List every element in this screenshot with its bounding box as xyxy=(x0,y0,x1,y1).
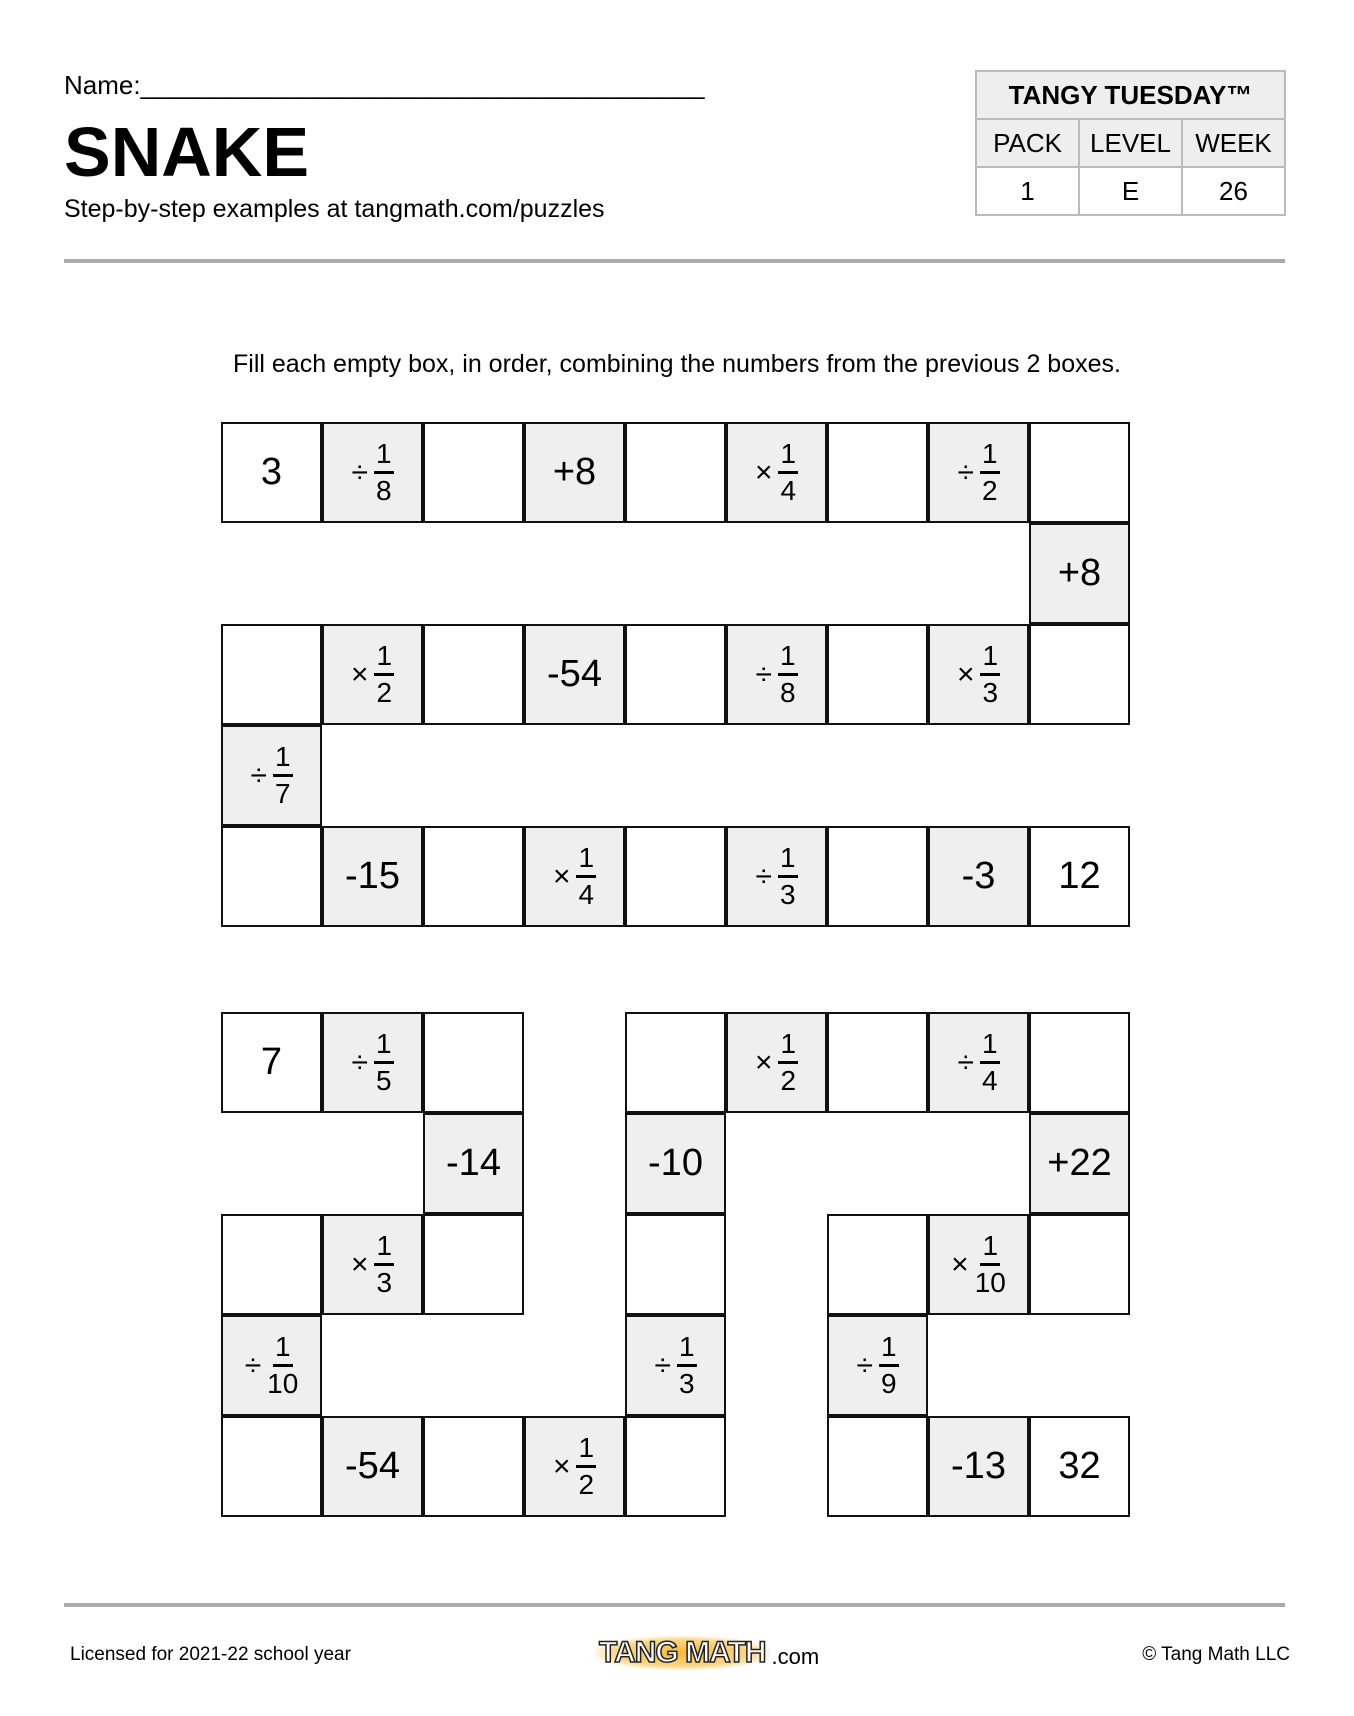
operation-cell xyxy=(827,1315,928,1416)
fraction xyxy=(975,1232,1006,1297)
numerator: 1 xyxy=(576,1434,596,1468)
numerator: 1 xyxy=(980,440,1000,474)
denominator: 3 xyxy=(376,1267,393,1298)
operation-cell xyxy=(726,1012,827,1113)
operation-cell: +8 xyxy=(524,422,625,523)
denominator: 2 xyxy=(376,677,393,708)
given-number-cell: 7 xyxy=(221,1012,322,1113)
denominator: 2 xyxy=(578,1469,595,1500)
numerator: 1 xyxy=(374,1232,394,1266)
empty-answer-box[interactable] xyxy=(625,422,726,523)
fraction xyxy=(980,1030,1000,1095)
operation-cell xyxy=(322,1214,423,1315)
fraction xyxy=(374,1232,394,1297)
numerator: 1 xyxy=(778,844,798,878)
numerator: 1 xyxy=(778,1030,798,1064)
copyright: © Tang Math LLC xyxy=(1142,1644,1290,1665)
logo-text: TANG MATH xyxy=(595,1636,770,1670)
pack-header: PACK xyxy=(976,119,1079,167)
numerator: 1 xyxy=(273,1333,293,1367)
operator: ÷ xyxy=(856,1348,873,1382)
empty-answer-box[interactable] xyxy=(625,1012,726,1113)
operation-cell xyxy=(928,422,1029,523)
denominator: 4 xyxy=(981,1065,998,1096)
operator: ÷ xyxy=(755,657,772,691)
fraction xyxy=(273,743,293,808)
numerator: 1 xyxy=(980,1232,1000,1266)
operation-cell xyxy=(625,1315,726,1416)
given-number-cell: 12 xyxy=(1029,826,1130,927)
denominator: 3 xyxy=(779,879,796,910)
empty-answer-box[interactable] xyxy=(827,1012,928,1113)
empty-answer-box[interactable] xyxy=(625,1214,726,1315)
denominator: 5 xyxy=(375,1065,392,1096)
footer-divider xyxy=(64,1603,1285,1607)
operation-cell: -54 xyxy=(524,624,625,725)
operator: ÷ xyxy=(755,859,772,893)
empty-answer-box[interactable] xyxy=(1029,1012,1130,1113)
operation-cell xyxy=(322,1012,423,1113)
numerator: 1 xyxy=(778,642,798,676)
operator: ÷ xyxy=(654,1348,671,1382)
operator: × xyxy=(552,859,571,893)
fraction xyxy=(267,1333,298,1398)
operation-cell: +8 xyxy=(1029,523,1130,624)
operation-cell xyxy=(221,725,322,826)
operation-cell xyxy=(726,624,827,725)
given-number-cell: 32 xyxy=(1029,1416,1130,1517)
empty-answer-box[interactable] xyxy=(221,624,322,725)
level-value: E xyxy=(1079,167,1182,215)
subtitle: Step-by-step examples at tangmath.com/puzzles xyxy=(64,195,605,223)
empty-answer-box[interactable] xyxy=(625,624,726,725)
empty-answer-box[interactable] xyxy=(221,1416,322,1517)
empty-answer-box[interactable] xyxy=(423,422,524,523)
empty-answer-box[interactable] xyxy=(423,624,524,725)
denominator: 3 xyxy=(982,677,999,708)
operation-cell xyxy=(726,826,827,927)
empty-answer-box[interactable] xyxy=(221,826,322,927)
header-divider xyxy=(64,259,1285,263)
empty-answer-box[interactable] xyxy=(827,826,928,927)
license-text: Licensed for 2021-22 school year xyxy=(70,1644,351,1665)
operation-cell xyxy=(524,1416,625,1517)
operation-cell xyxy=(221,1315,322,1416)
operation-cell: +22 xyxy=(1029,1113,1130,1214)
empty-answer-box[interactable] xyxy=(221,1214,322,1315)
numerator: 1 xyxy=(273,743,293,777)
operator: ÷ xyxy=(351,455,368,489)
operator: × xyxy=(350,1247,369,1281)
fraction xyxy=(778,1030,798,1095)
empty-answer-box[interactable] xyxy=(1029,422,1130,523)
numerator: 1 xyxy=(980,1030,1000,1064)
empty-answer-box[interactable] xyxy=(423,1214,524,1315)
denominator: 9 xyxy=(880,1368,897,1399)
operation-cell: -14 xyxy=(423,1113,524,1214)
operation-cell: -13 xyxy=(928,1416,1029,1517)
snake-puzzle-2 xyxy=(222,1013,1131,1518)
operator: ÷ xyxy=(250,758,267,792)
fraction xyxy=(374,440,394,505)
name-field[interactable]: Name:_______________________________________ xyxy=(64,70,705,100)
numerator: 1 xyxy=(879,1333,899,1367)
denominator: 10 xyxy=(974,1267,1006,1298)
fraction xyxy=(576,844,596,909)
denominator: 8 xyxy=(375,475,392,506)
denominator: 7 xyxy=(274,778,291,809)
operator: × xyxy=(350,657,369,691)
operator: ÷ xyxy=(957,455,974,489)
operation-cell: -10 xyxy=(625,1113,726,1214)
empty-answer-box[interactable] xyxy=(827,624,928,725)
numerator: 1 xyxy=(374,642,394,676)
empty-answer-box[interactable] xyxy=(423,1416,524,1517)
fraction xyxy=(374,1030,394,1095)
snake-puzzle-1 xyxy=(222,423,1131,928)
operation-cell: -54 xyxy=(322,1416,423,1517)
operator: ÷ xyxy=(351,1045,368,1079)
empty-answer-box[interactable] xyxy=(1029,624,1130,725)
numerator: 1 xyxy=(374,1030,394,1064)
fraction xyxy=(778,440,798,505)
fraction xyxy=(980,642,1000,707)
operator: × xyxy=(956,657,975,691)
numerator: 1 xyxy=(778,440,798,474)
operation-cell xyxy=(524,826,625,927)
fraction xyxy=(879,1333,899,1398)
denominator: 10 xyxy=(267,1368,299,1399)
info-table xyxy=(975,70,1286,216)
operator: × xyxy=(754,455,773,489)
operator: ÷ xyxy=(244,1348,262,1382)
fraction xyxy=(980,440,1000,505)
empty-answer-box[interactable] xyxy=(1029,1214,1130,1315)
fraction xyxy=(677,1333,697,1398)
fraction xyxy=(576,1434,596,1499)
operator: × xyxy=(754,1045,773,1079)
operation-cell xyxy=(928,1214,1029,1315)
empty-answer-box[interactable] xyxy=(423,826,524,927)
level-header: LEVEL xyxy=(1079,119,1182,167)
operation-cell xyxy=(928,624,1029,725)
week-value: 26 xyxy=(1182,167,1285,215)
empty-answer-box[interactable] xyxy=(827,422,928,523)
operator: × xyxy=(951,1247,969,1281)
logo-suffix: .com xyxy=(771,1644,820,1669)
denominator: 4 xyxy=(578,879,595,910)
week-header: WEEK xyxy=(1182,119,1285,167)
operation-cell: -15 xyxy=(322,826,423,927)
denominator: 2 xyxy=(981,475,998,506)
denominator: 2 xyxy=(780,1065,797,1096)
numerator: 1 xyxy=(980,642,1000,676)
fraction xyxy=(374,642,394,707)
fraction xyxy=(778,642,798,707)
instructions: Fill each empty box, in order, combining the numbers from the previous 2 boxes. xyxy=(233,350,1121,378)
empty-answer-box[interactable] xyxy=(625,826,726,927)
denominator: 4 xyxy=(780,475,797,506)
denominator: 3 xyxy=(678,1368,695,1399)
operator: × xyxy=(552,1449,571,1483)
numerator: 1 xyxy=(677,1333,697,1367)
empty-answer-box[interactable] xyxy=(423,1012,524,1113)
pack-value: 1 xyxy=(976,167,1079,215)
operation-cell xyxy=(726,422,827,523)
empty-answer-box[interactable] xyxy=(827,1214,928,1315)
operator: ÷ xyxy=(957,1045,974,1079)
empty-answer-box[interactable] xyxy=(625,1416,726,1517)
info-title: TANGY TUESDAY™ xyxy=(976,71,1285,119)
numerator: 1 xyxy=(374,440,394,474)
page-title: SNAKE xyxy=(64,113,310,191)
operation-cell xyxy=(322,422,423,523)
numerator: 1 xyxy=(576,844,596,878)
fraction xyxy=(778,844,798,909)
operation-cell xyxy=(322,624,423,725)
empty-answer-box[interactable] xyxy=(827,1416,928,1517)
denominator: 8 xyxy=(779,677,796,708)
operation-cell xyxy=(928,1012,1029,1113)
given-number-cell: 3 xyxy=(221,422,322,523)
operation-cell: -3 xyxy=(928,826,1029,927)
tangmath-logo xyxy=(595,1636,819,1670)
